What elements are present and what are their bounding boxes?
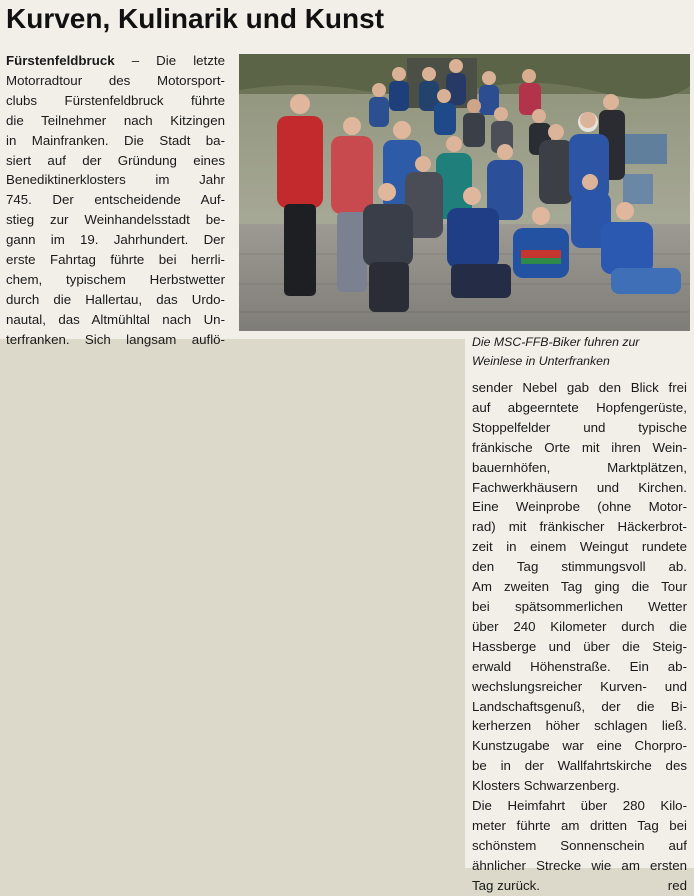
- text-line: 745. Der entscheidende Auf-: [6, 192, 225, 208]
- text-line: terfranken. Sich langsam auflö-: [6, 331, 225, 347]
- text-line: Am zweiten Tag ging die Tour: [472, 579, 687, 595]
- text-line: schönstem Sonnenschein auf: [472, 837, 687, 853]
- text-line: rad) mit fränkischer Häckerbrot-: [472, 519, 687, 535]
- text-line: durch die Hallertau, das Urdo-: [6, 291, 225, 307]
- text-line-final: [472, 876, 687, 896]
- text-line: wechslungsreicher Kurven- und: [472, 678, 687, 694]
- text-line: Eine Weinprobe (ohne Motor-: [472, 499, 687, 515]
- text-line: chem, typischem Herbstwetter: [6, 271, 225, 287]
- text-line: auf abgeerntete Hopfengerüste,: [472, 399, 687, 415]
- text-line: gann im 19. Jahrhundert. Der: [6, 232, 225, 248]
- text-line: Die Heimfahrt über 280 Kilo-: [472, 798, 687, 814]
- text-line: [6, 51, 225, 71]
- text-line-rest: – Die letzte: [131, 53, 225, 68]
- text-line-final-text: Tag zurück.: [472, 877, 540, 893]
- text-line: fränkische Orte mit ihren Wein-: [472, 439, 687, 455]
- text-line: Benediktinerklosters im Jahr: [6, 172, 225, 188]
- text-line: Landschaftsgenuß, der die Bi-: [472, 698, 687, 714]
- article-column-right: [472, 378, 687, 896]
- author-signature: red: [667, 877, 687, 893]
- text-line: über 240 Kilometer durch die: [472, 618, 687, 634]
- byline: Fürstenfeldbruck: [6, 53, 115, 68]
- text-line: siert auf der Gründung eines: [6, 152, 225, 168]
- text-line: Stoppelfelder und typische: [472, 419, 687, 435]
- text-line: stieg zur Weinhandelsstadt be-: [6, 212, 225, 228]
- text-line: kerherzen höher schlagen ließ.: [472, 718, 687, 734]
- text-line: den Tag stimmungsvoll ab.: [472, 559, 687, 575]
- text-line: Fachwerkhäusern und Kirchen.: [472, 479, 687, 495]
- text-line: meter führte am dritten Tag bei: [472, 817, 687, 833]
- photo-caption: Die MSC-FFB-Biker fuhren zur Weinlese in Unterfranken: [472, 335, 640, 368]
- text-line: erste Fahrtag führte bei herrli-: [6, 252, 225, 268]
- text-line: Hassberge und über die Steig-: [472, 638, 687, 654]
- text-line: be in der Wallfahrtskirche des: [472, 758, 687, 774]
- group-photo: [239, 54, 690, 331]
- text-line: zeit in einem Weingut rundete: [472, 539, 687, 555]
- text-line: clubs Fürstenfeldbruck führte: [6, 92, 225, 108]
- text-line: Klosters Schwarzenberg.: [472, 778, 620, 794]
- text-line: erwald Höhenstraße. Ein ab-: [472, 658, 687, 674]
- text-line: bauernhöfen, Marktplätzen,: [472, 459, 687, 475]
- text-line: in Mainfranken. Die Stadt ba-: [6, 132, 225, 148]
- text-line: ähnlicher Strecke wie am ersten: [472, 857, 687, 873]
- article-column-left: [6, 51, 225, 350]
- text-line: sender Nebel gab den Blick frei: [472, 380, 687, 395]
- text-line: nautal, das Altmühltal nach Un-: [6, 311, 225, 327]
- text-line: bei spätsommerlichen Wetter: [472, 598, 687, 614]
- article-headline: Kurven, Kulinarik und Kunst: [6, 3, 385, 34]
- text-line: die Teilnehmer nach Kitzingen: [6, 112, 225, 128]
- text-line: Kunstzugabe war eine Chorpro-: [472, 738, 687, 754]
- text-line: Motorradtour des Motorsport-: [6, 72, 225, 88]
